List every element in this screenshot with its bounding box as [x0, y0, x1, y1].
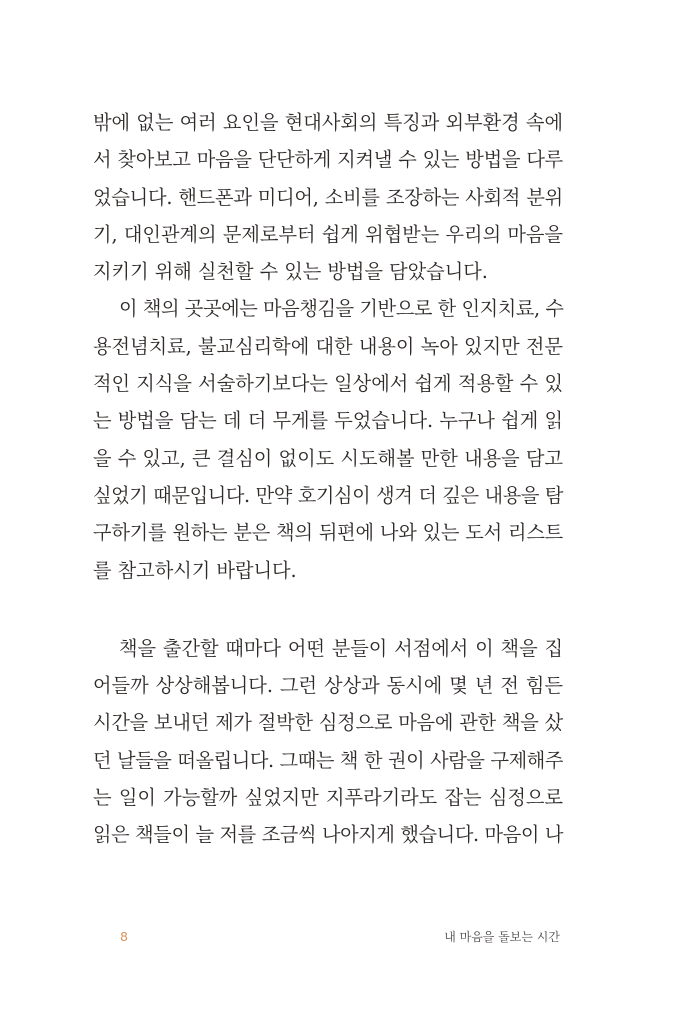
text-line: 적인 지식을 서술하기보다는 일상에서 쉽게 적용할 수 있	[93, 372, 563, 396]
text-line: 구하기를 원하는 분은 책의 뒤편에 나와 있는 도서 리스트	[93, 521, 563, 545]
running-title: 내 마음을 돌보는 시간	[444, 930, 560, 944]
paragraph-gap	[93, 589, 563, 630]
text-line: 기, 대인관계의 문제로부터 쉽게 위협받는 우리의 마음을	[93, 222, 563, 246]
text-line: 었습니다. 핸드폰과 미디어, 소비를 조장하는 사회적 분위	[93, 185, 563, 209]
text-line: 던 날들을 떠올립니다. 그때는 책 한 권이 사람을 구제해주	[93, 748, 563, 772]
text-line: 이 책의 곳곳에는 마음챙김을 기반으로 한 인지치료, 수	[119, 297, 564, 321]
text-line: 책을 출간할 때마다 어떤 분들이 서점에서 이 책을 집	[119, 636, 563, 660]
body-text	[93, 104, 563, 854]
page-number: 8	[120, 929, 128, 944]
text-line: 어들까 상상해봅니다. 그런 상상과 동시에 몇 년 전 힘든	[93, 674, 563, 698]
text-line: 을 수 있고, 큰 결심이 없이도 시도해볼 만한 내용을 담고	[93, 446, 563, 470]
text-line: 는 일이 가능할까 싶었지만 지푸라기라도 잡는 심정으로	[93, 786, 563, 810]
text-line: 용전념치료, 불교심리학에 대한 내용이 녹아 있지만 전문	[93, 334, 563, 358]
text-line: 를 참고하시기 바랍니다.	[93, 558, 297, 582]
text-line: 밖에 없는 여러 요인을 현대사회의 특징과 외부환경 속에	[93, 111, 563, 134]
text-line: 시간을 보내던 제가 절박한 심정으로 마음에 관한 책을 샀	[93, 711, 563, 735]
text-line: 읽은 책들이 늘 저를 조금씩 나아지게 했습니다. 마음이 나	[93, 823, 563, 847]
text-line: 지키기 위해 실천할 수 있는 방법을 담았습니다.	[93, 260, 488, 284]
page-footer	[120, 926, 560, 948]
text-line: 는 방법을 담는 데 더 무게를 두었습니다. 누구나 쉽게 읽	[93, 409, 563, 433]
text-line: 싶었기 때문입니다. 만약 호기심이 생겨 더 깊은 내용을 탐	[93, 483, 563, 507]
text-line: 서 찾아보고 마음을 단단하게 지켜낼 수 있는 방법을 다루	[93, 148, 563, 172]
